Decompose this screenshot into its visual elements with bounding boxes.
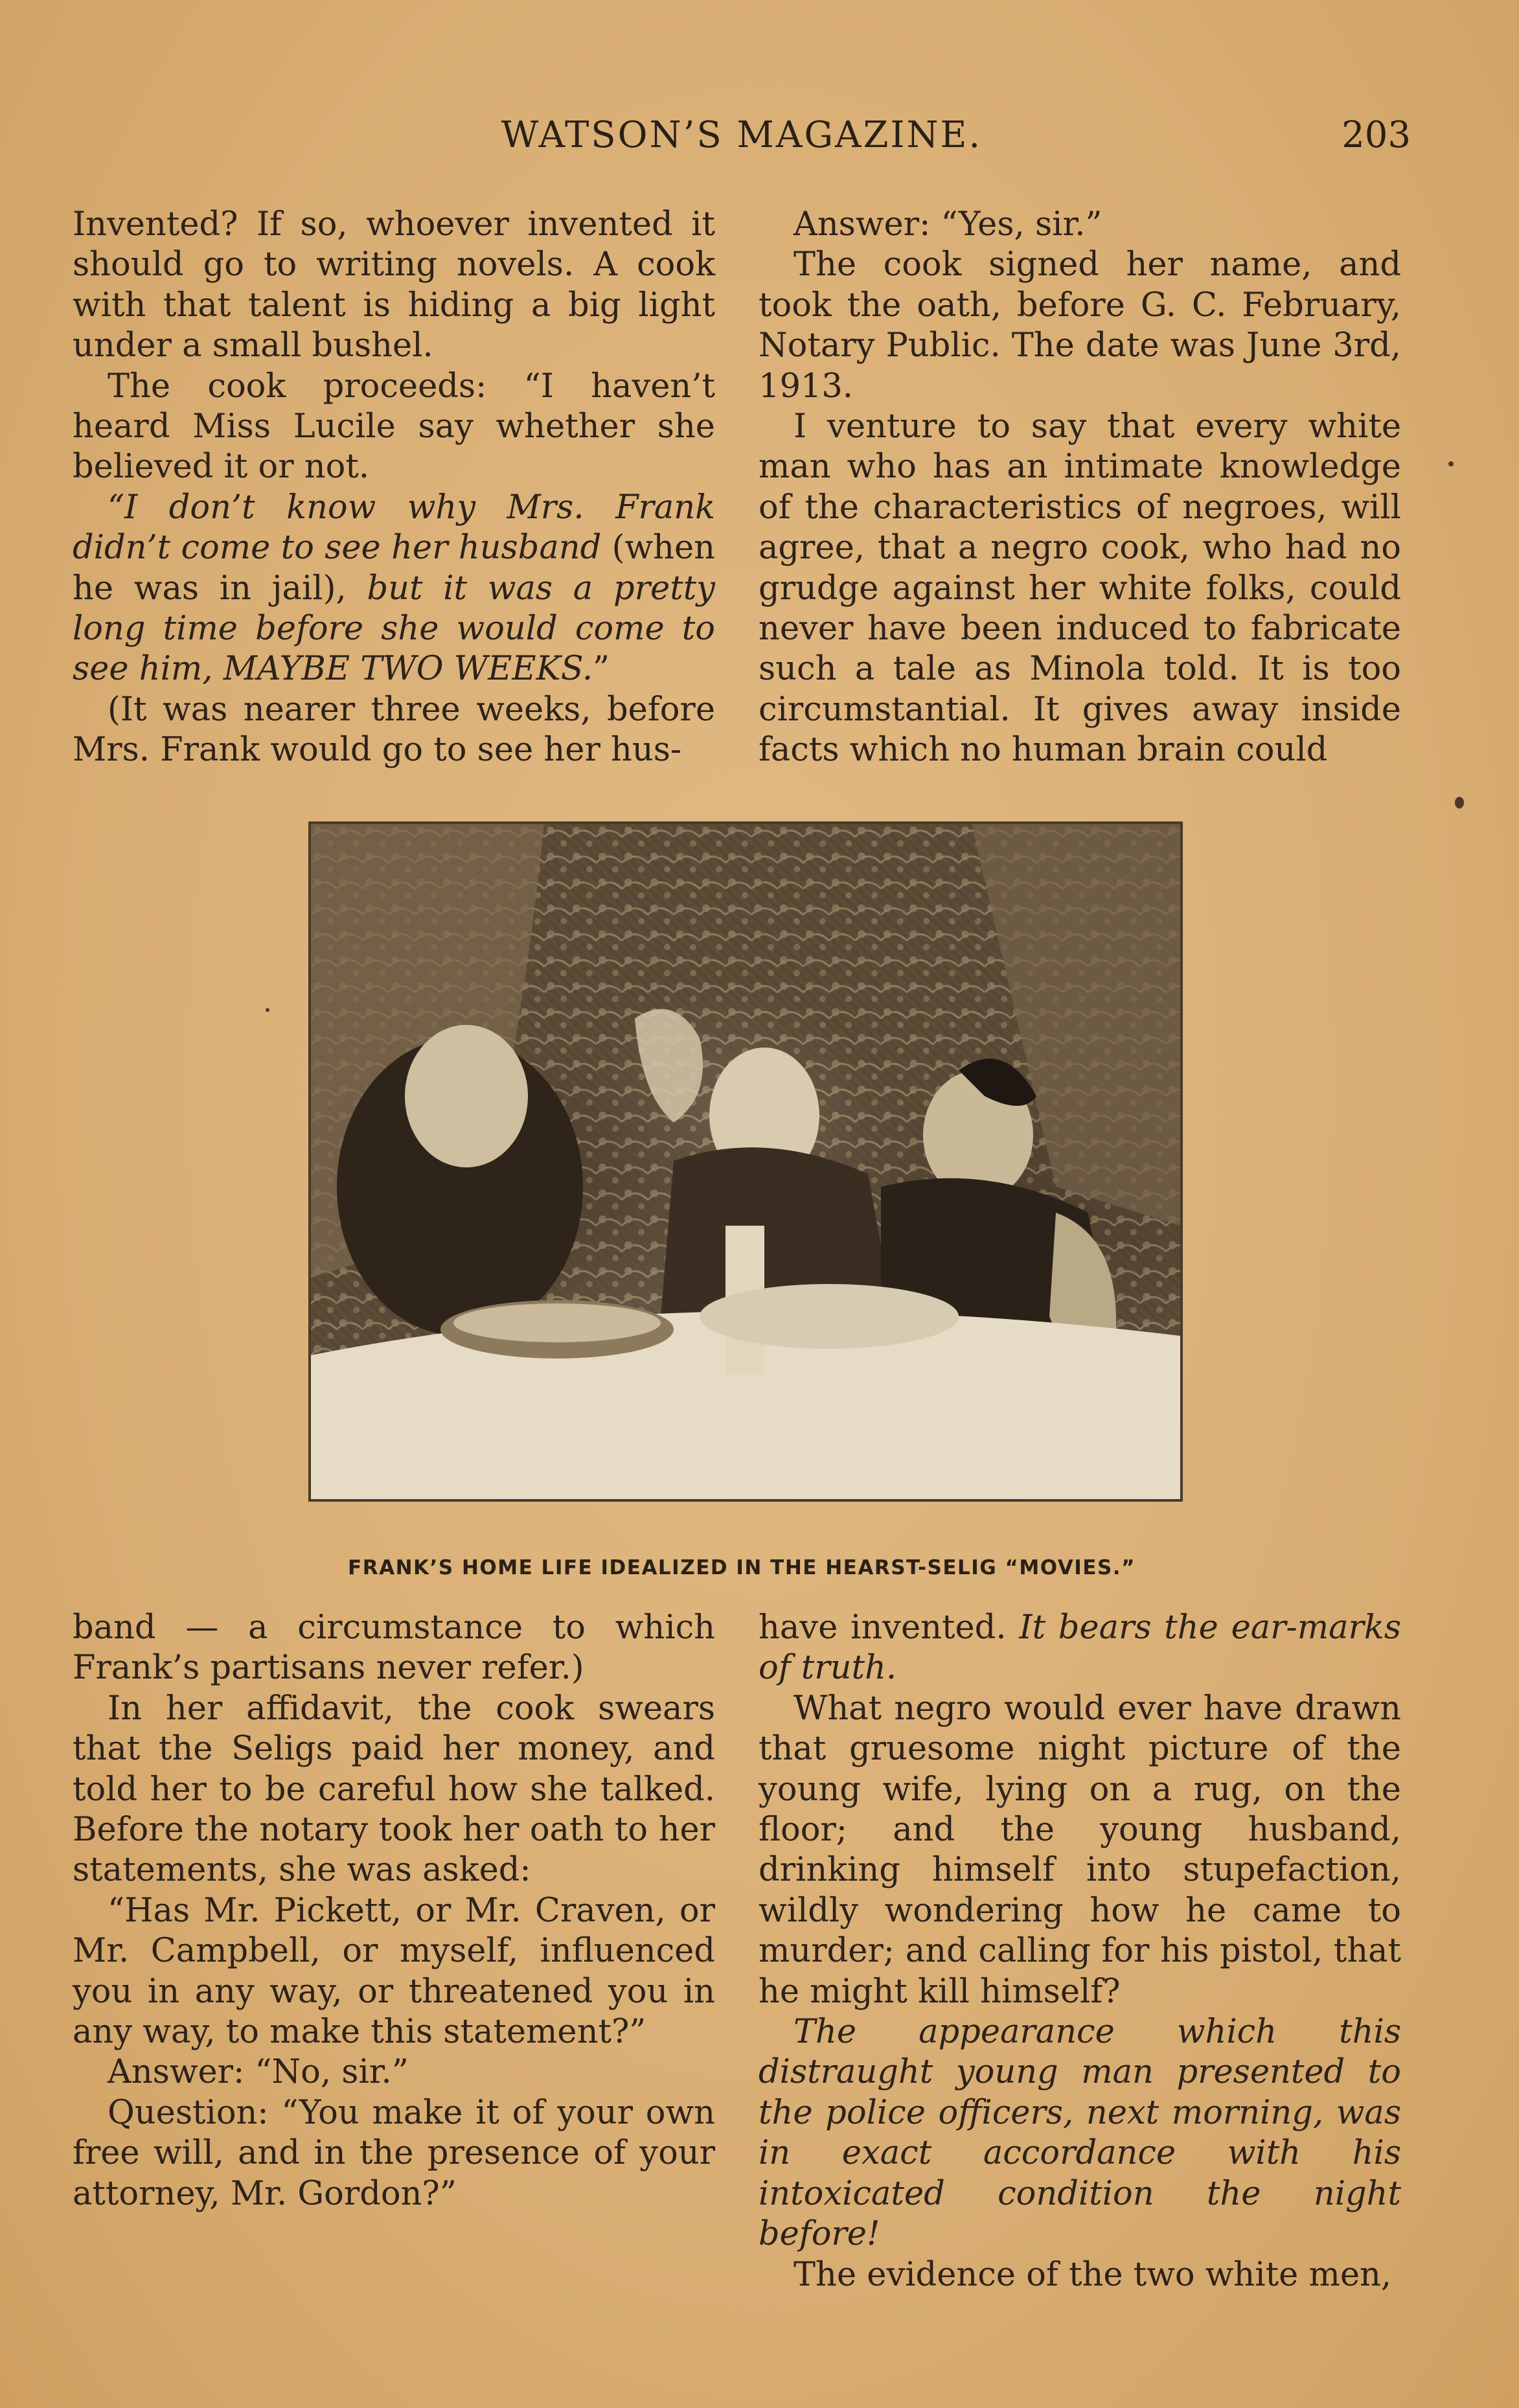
running-header	[73, 114, 1411, 166]
paragraph	[759, 1608, 1401, 1689]
paragraph: band — a circumstance to which Frank’s partisans never refer.)	[73, 1609, 715, 1688]
paragraph	[73, 488, 715, 690]
paragraph: What negro would ever have drawn that gruesome night picture of the young wife, lying on a rug, on the floor; and the young husband, drinking himself into stupefaction, wildly wondering how he came to murder; and calling for his pistol, that he might kill himself?	[759, 1689, 1401, 2011]
photo-illustration	[311, 824, 1180, 1499]
column-bottom-right	[759, 1608, 1401, 2295]
paragraph	[759, 2012, 1401, 2254]
italic-quote: “I don’t know why Mrs. Frank didn’t come to see her husband	[73, 488, 715, 568]
paragraph: Question: “You make it of your own free will, and in the presence of your attorney, Mr. Gordon?”	[73, 2093, 715, 2213]
closing-quote: ”	[593, 650, 610, 689]
column-top-right	[759, 205, 1401, 771]
paragraph: The cook signed her name, and took the oath, before G. C. February, Notary Public. The date was June 3rd, 1913.	[759, 246, 1401, 406]
italic-quote: but it was a pretty long time before she would come to see him, MAYBE TWO WEEKS.	[73, 569, 715, 689]
body-text: have invented.	[759, 1609, 1020, 1647]
column-top-left	[73, 205, 715, 771]
magazine-title: WATSON’S MAGAZINE.	[501, 114, 983, 156]
paragraph: The cook proceeds: “I haven’t heard Miss Lucile say whether she believed it or not.	[73, 367, 715, 487]
paragraph: (It was nearer three weeks, before Mrs. Frank would go to see her hus-	[73, 690, 715, 770]
paper-speck	[1448, 461, 1454, 466]
paragraph: The evidence of the two white men,	[794, 2255, 1392, 2294]
movie-still-photo	[308, 821, 1183, 1502]
paragraph: Invented? If so, whoever invented it should go to writing novels. A cook with that talent is hiding a big light under a small bushel.	[73, 205, 715, 365]
page-number: 203	[1342, 114, 1411, 156]
paragraph: I venture to say that every white man who has an intimate knowledge of the characteristics of negroes, will agree, that a negro cook, who had no grudge against her white folks, could never have been induced to fabricate such a tale as Minola told. It is too circumstantial. It gives away inside facts which no human brain could	[759, 407, 1401, 770]
italic-emphasis: It bears the ear-marks of truth.	[759, 1609, 1402, 1688]
paragraph: Answer: “No, sir.”	[108, 2053, 409, 2092]
paper-speck	[266, 1008, 269, 1012]
aside-text: (when he was in jail),	[73, 529, 716, 608]
column-bottom-left	[73, 1608, 715, 2214]
paragraph: “Has Mr. Pickett, or Mr. Craven, or Mr. Campbell, or myself, influenced you in any way, or threatened you in any way, to make this statement?”	[73, 1891, 715, 2052]
photo-caption: FRANK’S HOME LIFE IDEALIZED IN THE HEARST-SELIG “MOVIES.”	[348, 1556, 1136, 1579]
paragraph: Answer: “Yes, sir.”	[794, 205, 1102, 244]
paragraph: In her affidavit, the cook swears that the Seligs paid her money, and told her to be careful how she talked. Before the notary took her oath to her statements, she was asked:	[73, 1689, 715, 1890]
italic-emphasis: The appearance which this distraught young man presented to the police officers, next morning, was in exact accordance with his intoxicated condition the night before!	[759, 2013, 1401, 2254]
paper-speck	[1455, 797, 1464, 808]
